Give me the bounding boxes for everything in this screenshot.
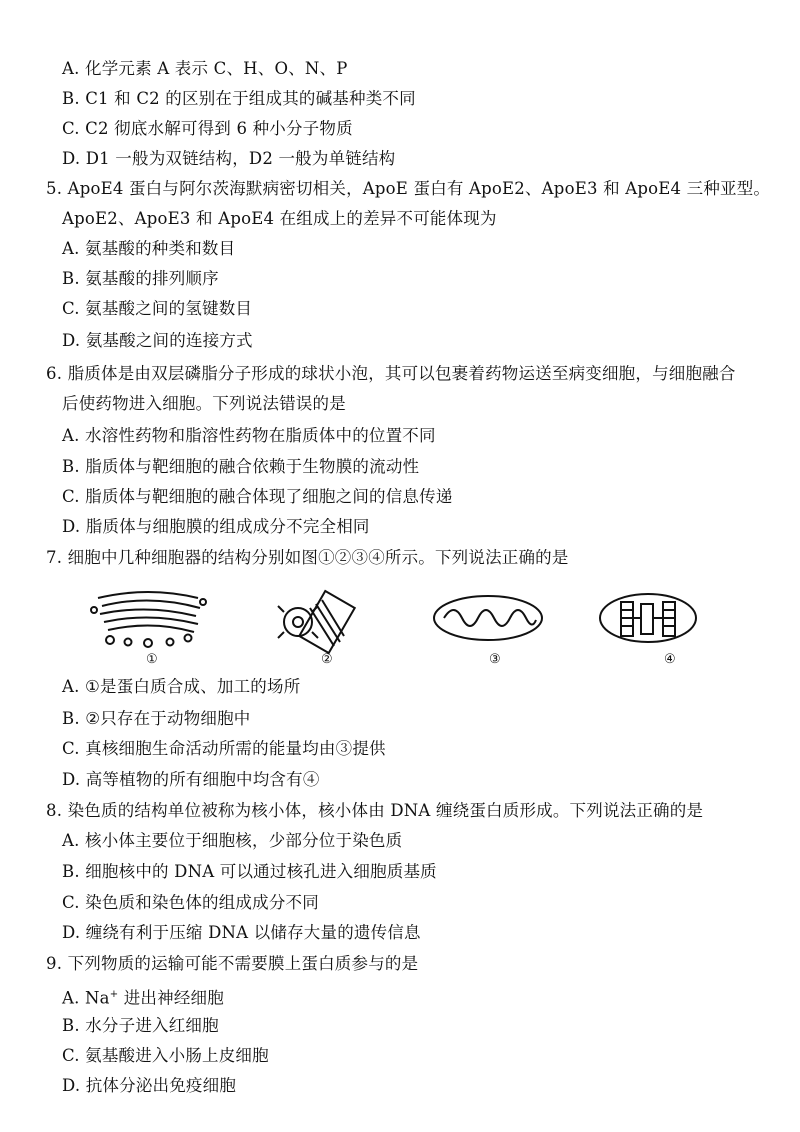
q6-option-d: D. 脂质体与细胞膜的组成成分不完全相同: [62, 517, 370, 536]
organelle-figure: [88, 580, 708, 670]
q7-option-b: B. ②只存在于动物细胞中: [62, 709, 251, 728]
centriole-drawing: [278, 591, 355, 653]
figure-label-2: ②: [321, 652, 333, 667]
figure-label-1: ①: [146, 652, 158, 667]
golgi-apparatus-drawing: [91, 592, 206, 647]
q9-stem: 9. 下列物质的运输可能不需要膜上蛋白质参与的是: [46, 954, 419, 973]
q4-option-d: D. D1 一般为双链结构，D2 一般为单链结构: [62, 149, 396, 168]
q9-option-a: [62, 984, 224, 1010]
q5-option-d: D. 氨基酸之间的连接方式: [62, 331, 253, 350]
q9-option-a-superscript: +: [109, 989, 119, 1000]
q5-option-a: A. 氨基酸的种类和数目: [62, 239, 236, 258]
mitochondrion-drawing: [434, 596, 542, 640]
figure-label-4: ④: [664, 652, 676, 667]
q9-option-d: D. 抗体分泌出免疫细胞: [62, 1076, 237, 1095]
q8-option-a: A. 核小体主要位于细胞核，少部分位于染色质: [62, 831, 403, 850]
q6-option-a: A. 水溶性药物和脂溶性药物在脂质体中的位置不同: [62, 426, 436, 445]
q4-option-b: B. C1 和 C2 的区别在于组成其的碱基种类不同: [62, 89, 416, 108]
q7-option-d: D. 高等植物的所有细胞中均含有④: [62, 770, 320, 789]
q9-option-c: C. 氨基酸进入小肠上皮细胞: [62, 1046, 269, 1065]
q5-stem-line2: ApoE2、ApoE3 和 ApoE4 在组成上的差异不可能体现为: [62, 209, 497, 228]
q7-option-a: A. ①是蛋白质合成、加工的场所: [62, 677, 301, 696]
q4-option-c: C. C2 彻底水解可得到 6 种小分子物质: [62, 119, 353, 138]
q8-option-c: C. 染色质和染色体的组成成分不同: [62, 893, 319, 912]
q6-stem-line2: 后使药物进入细胞。下列说法错误的是: [62, 394, 346, 413]
q8-option-b: B. 细胞核中的 DNA 可以通过核孔进入细胞质基质: [62, 862, 437, 881]
q5-option-b: B. 氨基酸的排列顺序: [62, 269, 219, 288]
q9-option-a-suffix: 进出神经细胞: [118, 988, 224, 1008]
q7-stem: 7. 细胞中几种细胞器的结构分别如图①②③④所示。下列说法正确的是: [46, 548, 569, 567]
q5-option-c: C. 氨基酸之间的氢键数目: [62, 299, 253, 318]
q9-option-b: B. 水分子进入红细胞: [62, 1016, 219, 1035]
q6-option-b: B. 脂质体与靶细胞的融合依赖于生物膜的流动性: [62, 457, 420, 476]
q7-option-c: C. 真核细胞生命活动所需的能量均由③提供: [62, 739, 386, 758]
q8-stem: 8. 染色质的结构单位被称为核小体，核小体由 DNA 缠绕蛋白质形成。下列说法正确的是: [46, 801, 704, 820]
q6-option-c: C. 脂质体与靶细胞的融合体现了细胞之间的信息传递: [62, 487, 453, 506]
q9-option-a-prefix: A. Na: [62, 988, 110, 1008]
figure-label-3: ③: [489, 652, 501, 667]
chloroplast-drawing: [600, 594, 696, 642]
q6-stem-line1: 6. 脂质体是由双层磷脂分子形成的球状小泡，其可以包裹着药物运送至病变细胞，与细胞融合: [46, 364, 736, 383]
q4-option-a: A. 化学元素 A 表示 C、H、O、N、P: [62, 59, 348, 78]
q8-option-d: D. 缠绕有利于压缩 DNA 以储存大量的遗传信息: [62, 923, 421, 942]
q5-stem-line1: 5. ApoE4 蛋白与阿尔茨海默病密切相关，ApoE 蛋白有 ApoE2、ApoE3 和 ApoE4 三种亚型。: [46, 179, 771, 198]
